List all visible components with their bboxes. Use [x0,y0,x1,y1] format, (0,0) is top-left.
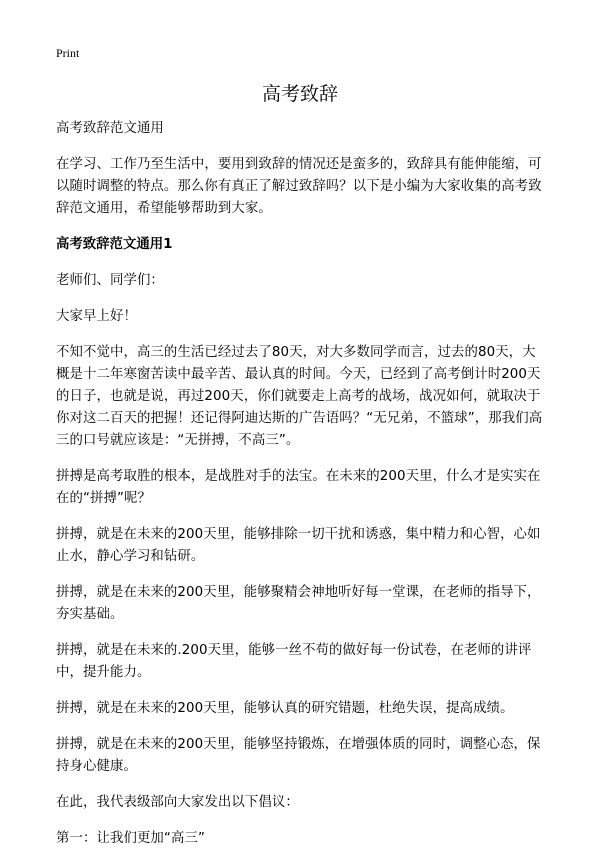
intro-paragraph: 在学习、工作乃至生活中，要用到致辞的情况还是蛮多的，致辞具有能伸能缩，可以随时调整的特点。那么你有真正了解过致辞吗？以下是小编为大家收集的高考致辞范文通用，希望能够帮助到大家。 [56,157,542,216]
body-paragraph: 第一：让我们更加“高三” [56,831,205,846]
subtitle: 高考致辞范文通用 [56,121,164,136]
article-body [56,118,546,864]
body-paragraph: 拼搏，就是在未来的200天里，能够认真的研究错题，杜绝失误，提高成绩。 [56,701,514,716]
page-title: 高考致辞 [261,83,338,105]
section-heading: 高考致辞范文通用1 [56,237,173,252]
body-paragraph: 拼搏是高考取胜的根本，是战胜对手的法宝。在未来的200天里，什么才是实实在在的“拼搏”呢？ [56,469,541,506]
body-paragraph: 拼搏，就是在未来的200天里，能够聚精会神地听好每一堂课，在老师的指导下，夯实基础。 [56,585,541,622]
body-paragraph: 不知不觉中，高三的生活已经过去了80天，对大多数同学而言，过去的80天，大概是十二年寒窗苦读中最辛苦、最认真的时间。今天，已经到了高考倒计时200天的日子，也就是说，再过200天，你们就要走上高考的战场，战况如何，就取决于你对这二百天的把握！还记得阿迪达斯的广告语吗？“无兄弟，不篮球”，那我们高三的口号就应该是：“无拼搏，不高三”。 [56,345,543,448]
print-link[interactable]: Print [56,46,80,60]
body-paragraph: 拼搏，就是在未来的200天里，能够坚持锻炼，在增强体质的同时，调整心态，保持身心健康。 [56,737,541,774]
body-paragraph: 在此，我代表级部向大家发出以下倡议： [56,795,299,810]
greeting-paragraph: 大家早上好！ [56,309,137,324]
greeting-paragraph: 老师们、同学们： [56,273,164,288]
body-paragraph: 拼搏，就是在未来的.200天里，能够一丝不苟的做好每一份试卷，在老师的讲评中，提升能力。 [56,643,532,680]
body-paragraph: 拼搏，就是在未来的200天里，能够排除一切干扰和诱惑，集中精力和心智，心如止水，静心学习和钻研。 [56,527,541,564]
